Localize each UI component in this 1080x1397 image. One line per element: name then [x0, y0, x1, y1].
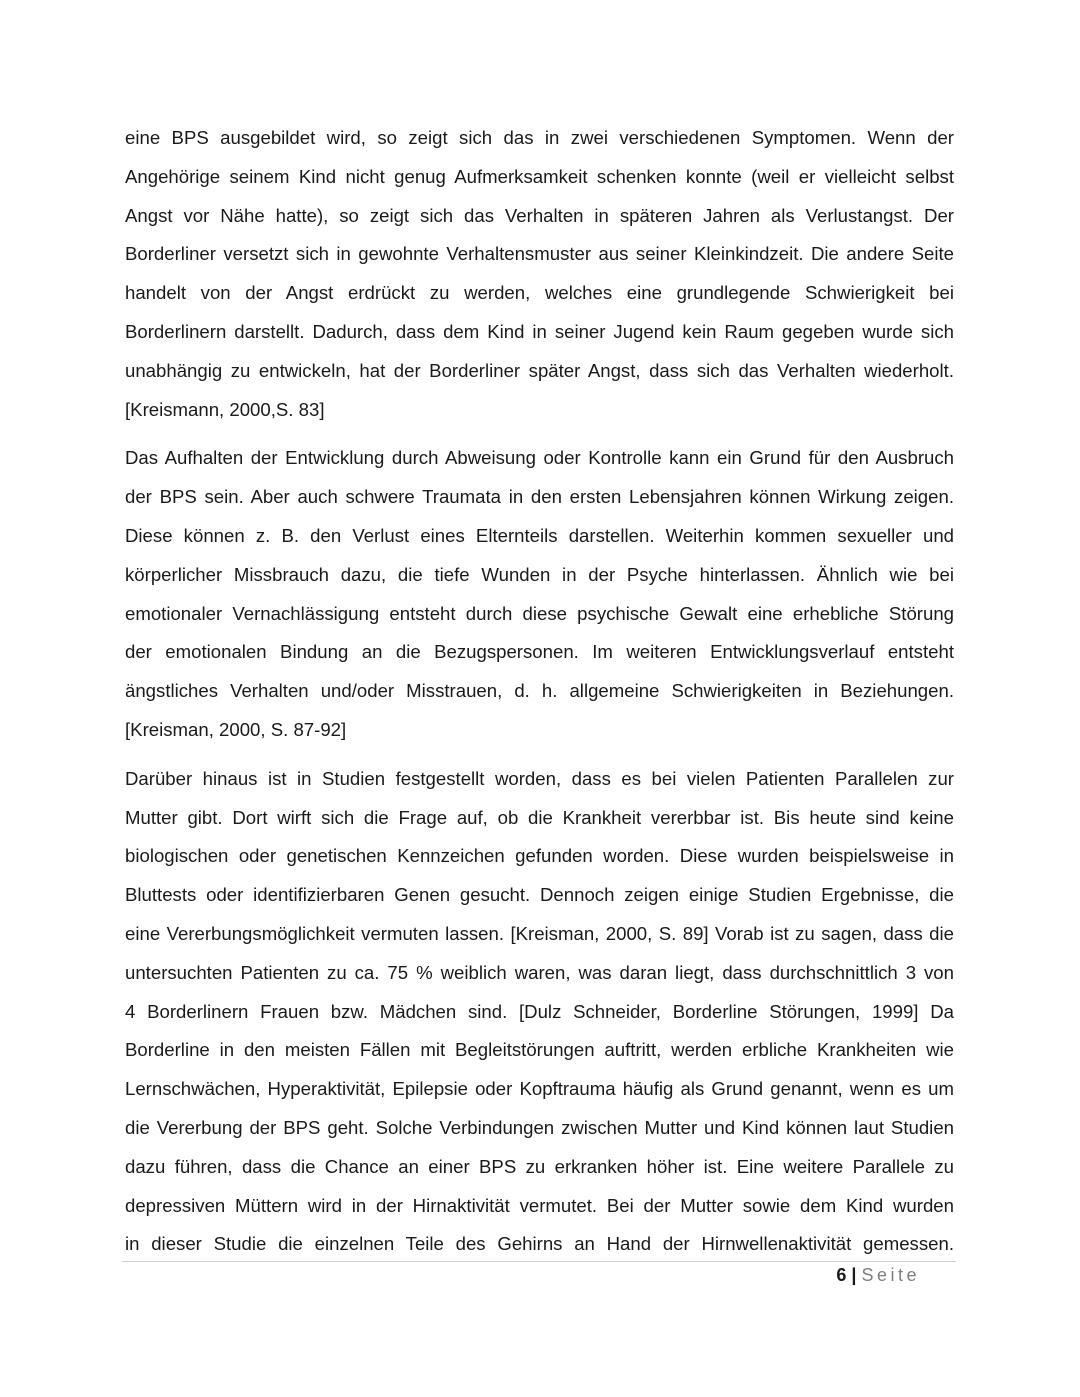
page-footer [836, 1263, 920, 1287]
text-line: Borderliner versetzt sich in gewohnte Verhaltensmuster aus seiner Kleinkindzeit. Die andere Seite [125, 243, 954, 265]
text-line: Mutter gibt. Dort wirft sich die Frage auf, ob die Krankheit vererbbar ist. Bis heute sind keine [125, 806, 954, 828]
text-line: eine BPS ausgebildet wird, so zeigt sich das in zwei verschiedenen Symptomen. Wenn der [125, 127, 954, 148]
text-line: Darüber hinaus ist in Studien festgestellt worden, dass es bei vielen Patienten Parallelen zur [125, 767, 954, 789]
text-line: die Vererbung der BPS geht. Solche Verbindungen zwischen Mutter und Kind können laut Studien [125, 1116, 954, 1138]
text-line: dazu führen, dass die Chance an einer BPS zu erkranken höher ist. Eine weitere Parallele zu [125, 1155, 954, 1177]
text-line: unabhängig zu entwickeln, hat der Borderliner später Angst, dass sich das Verhalten wiederholt. [125, 359, 954, 381]
footer-separator: | [851, 1265, 857, 1285]
citation-line: [Kreisman, 2000, S. 87-92] [125, 718, 347, 740]
text-line: Bluttests oder identifizierbaren Genen gesucht. Dennoch zeigen einige Studien Ergebnisse, die [125, 884, 954, 906]
text-line: depressiven Müttern wird in der Hirnaktivität vermutet. Bei der Mutter sowie dem Kind wurden [125, 1194, 954, 1216]
text-line: in dieser Studie die einzelnen Teile des Gehirns an Hand der Hirnwellenaktivität gemessen. [125, 1233, 954, 1255]
body-text [125, 119, 954, 1274]
text-line: Lernschwächen, Hyperaktivität, Epilepsie oder Kopftrauma häufig als Grund genannt, wenn es um [125, 1078, 954, 1100]
citation-line: [Kreismann, 2000,S. 83] [125, 398, 325, 420]
paragraph-2 [125, 439, 954, 749]
text-line: biologischen oder genetischen Kennzeichen gefunden worden. Diese wurden beispielsweise in [125, 845, 954, 867]
text-line: Borderline in den meisten Fällen mit Begleitstörungen auftritt, werden erbliche Krankheiten wie [125, 1039, 954, 1061]
text-line: Borderlinern darstellt. Dadurch, dass dem Kind in seiner Jugend kein Raum gegeben wurde sich [125, 320, 954, 342]
text-line: Angst vor Nähe hatte), so zeigt sich das Verhalten in späteren Jahren als Verlustangst. Der [125, 204, 954, 226]
text-line: der BPS sein. Aber auch schwere Traumata in den ersten Lebensjahren können Wirkung zeigen. [125, 486, 954, 508]
footer-divider [122, 1261, 956, 1262]
text-line: eine Vererbungsmöglichkeit vermuten lassen. [Kreisman, 2000, S. 89] Vorab ist zu sagen, dass die [125, 922, 954, 944]
text-line: untersuchten Patienten zu ca. 75 % weiblich waren, was daran liegt, dass durchschnittlich 3 von [125, 961, 954, 983]
text-line: emotionaler Vernachlässigung entsteht durch diese psychische Gewalt eine erhebliche Störung [125, 602, 954, 624]
paragraph-1 [125, 119, 954, 429]
text-line: Das Aufhalten der Entwicklung durch Abweisung oder Kontrolle kann ein Grund für den Ausbruch [125, 447, 954, 469]
text-line: 4 Borderlinern Frauen bzw. Mädchen sind. [Dulz Schneider, Borderline Störungen, 1999] Da [125, 1000, 954, 1022]
text-line: ängstliches Verhalten und/oder Misstrauen, d. h. allgemeine Schwierigkeiten in Beziehungen. [125, 680, 954, 702]
page-label: Seite [861, 1265, 920, 1285]
text-line: handelt von der Angst erdrückt zu werden, welches eine grundlegende Schwierigkeit bei [125, 282, 954, 304]
text-line: Angehörige seinem Kind nicht genug Aufmerksamkeit schenken konnte (weil er vielleicht selbst [125, 165, 954, 187]
text-line: der emotionalen Bindung an die Bezugspersonen. Im weiteren Entwicklungsverlauf entsteht [125, 641, 954, 663]
paragraph-3 [125, 760, 954, 1264]
page-number: 6 [836, 1265, 847, 1285]
text-line: Diese können z. B. den Verlust eines Elternteils darstellen. Weiterhin kommen sexueller und [125, 524, 954, 546]
text-line: körperlicher Missbrauch dazu, die tiefe Wunden in der Psyche hinterlassen. Ähnlich wie bei [125, 563, 954, 585]
